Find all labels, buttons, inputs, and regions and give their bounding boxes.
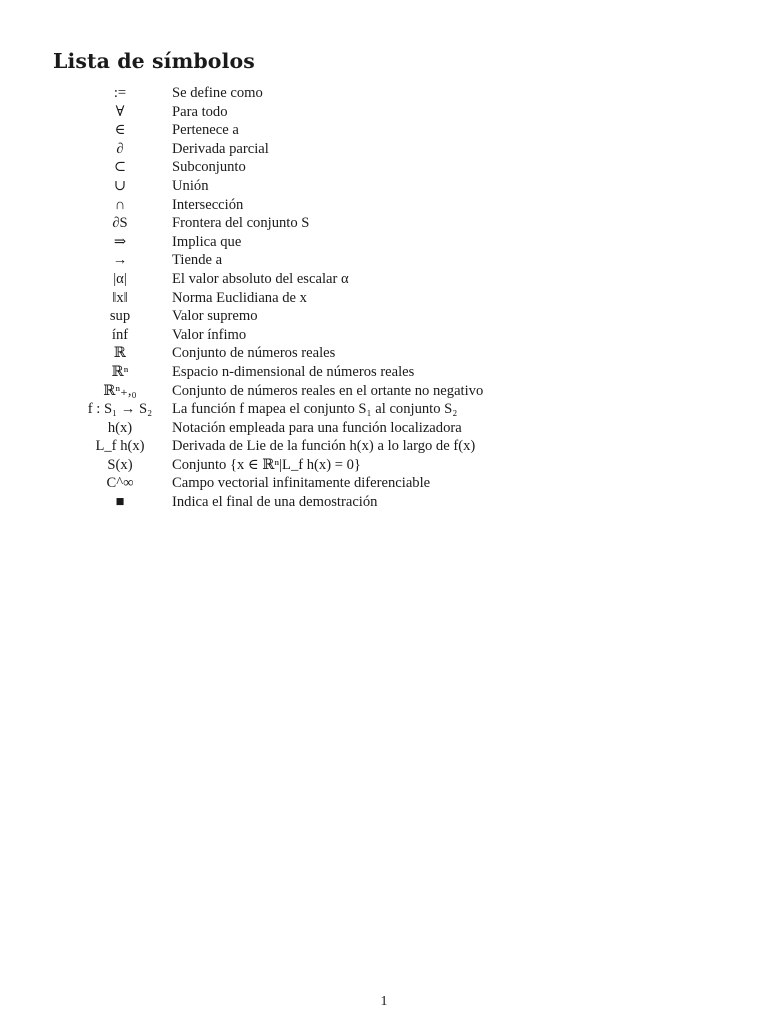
symbol-row — [78, 121, 483, 140]
description-cell: Valor ínfimo — [172, 326, 247, 343]
symbol-row — [78, 474, 483, 493]
symbol-cell: ‖x‖ — [112, 289, 128, 306]
symbol-row — [78, 140, 483, 159]
symbol-row — [78, 289, 483, 308]
symbol-cell: ℝⁿ₊,₀ — [103, 382, 137, 399]
description-cell: Para todo — [172, 103, 228, 120]
symbol-row — [78, 251, 483, 270]
description-cell: Frontera del conjunto S — [172, 215, 310, 232]
symbol-cell: h(x) — [107, 419, 133, 436]
description-cell: Indica el final de una demostración — [172, 494, 378, 511]
symbol-cell: ∂ — [116, 140, 124, 157]
symbol-list-table — [78, 84, 483, 512]
description-cell: Subconjunto — [172, 159, 246, 176]
description-cell: Conjunto de números reales en el ortante no negativo — [172, 382, 484, 399]
symbol-row — [78, 270, 483, 289]
description-cell: Valor supremo — [172, 308, 258, 325]
symbol-row — [78, 196, 483, 215]
symbol-cell: ∪ — [113, 177, 127, 194]
symbol-row — [78, 456, 483, 475]
description-cell: Conjunto {x ∈ ℝⁿ|L_f h(x) = 0} — [172, 456, 361, 473]
symbol-cell: ⇒ — [113, 233, 127, 250]
symbol-row — [78, 363, 483, 382]
symbol-row — [78, 344, 483, 363]
symbol-cell: ∩ — [114, 196, 126, 213]
symbol-row — [78, 177, 483, 196]
description-cell: Notación empleada para una función localizadora — [172, 419, 462, 436]
description-cell: Norma Euclidiana de x — [172, 289, 307, 306]
description-cell: Intersección — [172, 196, 244, 213]
symbol-row — [78, 493, 483, 512]
description-cell: Conjunto de números reales — [172, 345, 336, 362]
description-cell: Implica que — [172, 233, 242, 250]
page-title: Lista de símbolos — [53, 49, 255, 73]
symbol-cell: → — [112, 252, 128, 269]
symbol-cell: ℝ — [113, 345, 127, 362]
description-cell: La función f mapea el conjunto S₁ al conjunto S₂ — [172, 401, 458, 418]
symbol-row — [78, 158, 483, 177]
symbol-row — [78, 233, 483, 252]
symbol-row — [78, 382, 483, 401]
symbol-cell: ⊂ — [113, 159, 127, 176]
symbol-row — [78, 419, 483, 438]
symbol-cell: L_f h(x) — [95, 438, 145, 455]
description-cell: Derivada parcial — [172, 140, 269, 157]
description-cell: Unión — [172, 177, 209, 194]
description-cell: Tiende a — [172, 252, 223, 269]
description-cell: Espacio n-dimensional de números reales — [172, 363, 415, 380]
symbol-cell: S(x) — [107, 456, 133, 473]
symbol-cell: C^∞ — [106, 475, 134, 492]
symbol-row — [78, 84, 483, 103]
symbol-cell: ℝⁿ — [111, 363, 129, 380]
symbol-cell: ■ — [115, 494, 125, 511]
symbol-row — [78, 103, 483, 122]
symbol-cell: := — [113, 85, 127, 101]
symbol-row — [78, 326, 483, 345]
symbol-cell: sup — [109, 308, 131, 325]
symbol-cell: ∀ — [115, 103, 125, 120]
description-cell: Se define como — [172, 85, 263, 101]
symbol-cell: ∂S — [112, 215, 128, 232]
description-cell: Derivada de Lie de la función h(x) a lo largo de f(x) — [172, 438, 476, 455]
description-cell: El valor absoluto del escalar α — [172, 270, 349, 287]
symbol-cell: ∈ — [114, 122, 126, 139]
symbol-row — [78, 437, 483, 456]
symbol-cell: ínf — [111, 326, 129, 343]
symbol-cell: |α| — [113, 270, 127, 287]
description-cell: Campo vectorial infinitamente diferenciable — [172, 475, 431, 492]
symbol-row — [78, 307, 483, 326]
symbol-cell: f : S₁ → S₂ — [87, 401, 153, 418]
description-cell: Pertenece a — [172, 122, 239, 139]
symbol-row — [78, 400, 483, 419]
page-number: 1 — [380, 994, 388, 1009]
symbol-row — [78, 214, 483, 233]
